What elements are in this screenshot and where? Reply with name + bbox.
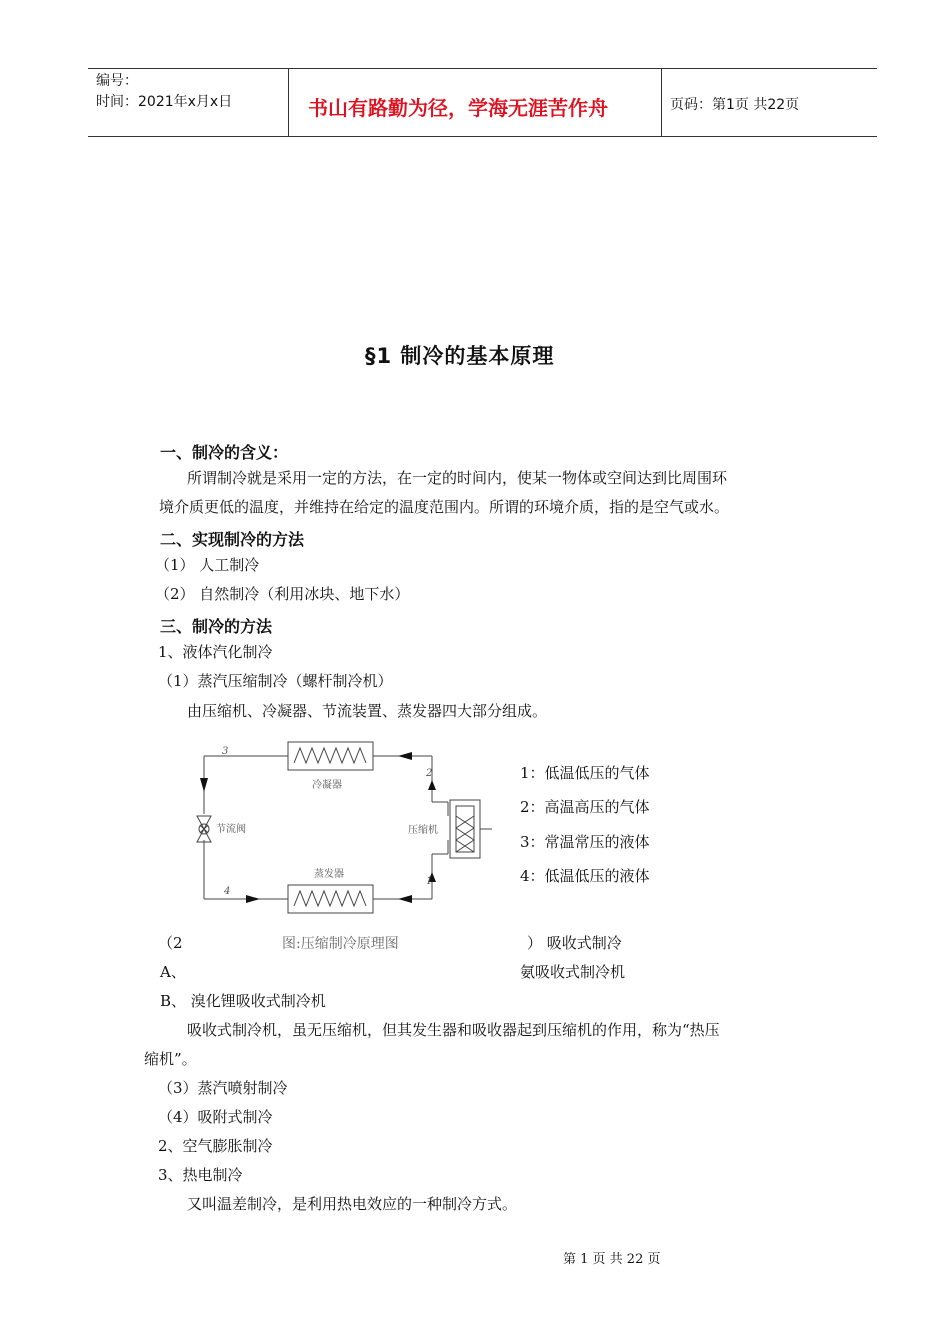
valve-label: 节流阀 <box>216 824 246 835</box>
header-divider-right <box>661 68 662 136</box>
thermoelectric-desc: 又叫温差制冷，是利用热电效应的一种制冷方式。 <box>187 1195 518 1213</box>
page-title: §1 制冷的基本原理 <box>365 344 555 368</box>
absorption-desc-line2: 缩机”。 <box>144 1050 197 1068</box>
diagram-point-3: 3 <box>222 746 229 757</box>
item-3-steam-jet: （3）蒸汽喷射制冷 <box>158 1079 288 1097</box>
header-page-info: 页码：第1页 共22页 <box>670 97 800 113</box>
item-4-adsorption: （4）吸附式制冷 <box>158 1108 273 1126</box>
legend-item-1: 1：低温低压的气体 <box>520 764 650 782</box>
header-bottom-border <box>88 136 877 137</box>
arrow-right-up <box>428 780 436 790</box>
legend-item-4: 4：低温低压的液体 <box>520 867 650 885</box>
section-1-paragraph-line1: 所谓制冷就是采用一定的方法，在一定的时间内，使某一物体或空间达到比周围环 <box>187 469 728 487</box>
condenser-box <box>288 742 373 770</box>
section-1-heading: 一、制冷的含义： <box>160 443 289 462</box>
condenser-coil <box>294 748 366 763</box>
arrow-bottom-right <box>246 895 260 903</box>
section-3-heading: 三、制冷的方法 <box>160 617 273 636</box>
arrow-left-down <box>200 778 208 792</box>
absorption-desc-line1: 吸收式制冷机，虽无压缩机，但其发生器和吸收器起到压缩机的作用，称为“热压 <box>187 1021 720 1039</box>
item-2-paren-open: （2 <box>158 934 183 952</box>
header-time-label: 时间：2021年x月x日 <box>96 94 233 110</box>
section-3-item1: 1、液体汽化制冷 <box>158 643 273 661</box>
diagram-point-1: 1 <box>426 876 433 887</box>
item-thermoelectric: 3、热电制冷 <box>158 1166 243 1184</box>
item-b-line: B、 溴化锂吸收式制冷机 <box>160 992 326 1010</box>
section-2-heading: 二、实现制冷的方法 <box>160 530 305 549</box>
evaporator-coil <box>294 891 366 906</box>
header-top-border <box>88 68 877 69</box>
compressor-box <box>450 800 480 858</box>
header-id-label: 编号： <box>96 73 138 89</box>
header-divider-left <box>288 68 289 136</box>
item-a-text: 氨吸收式制冷机 <box>520 963 626 981</box>
header-motto: 书山有路勤为径，学海无涯苦作舟 <box>308 96 608 120</box>
item-air-expansion: 2、空气膨胀制冷 <box>158 1137 273 1155</box>
refrigeration-cycle-diagram <box>180 732 500 962</box>
section-3-item1-1-desc: 由压缩机、冷凝器、节流装置、蒸发器四大部分组成。 <box>187 702 548 720</box>
diagram-point-4: 4 <box>224 886 231 897</box>
compressor-label: 压缩机 <box>408 825 438 836</box>
section-2-item1: （1） 人工制冷 <box>155 556 260 574</box>
section-2-item2: （2） 自然制冷（利用冰块、地下水） <box>155 585 410 603</box>
item-a-label: A、 <box>160 963 186 981</box>
condenser-label: 冷凝器 <box>312 780 342 791</box>
legend-item-2: 2：高温高压的气体 <box>520 798 650 816</box>
diagram-point-2: 2 <box>426 768 433 779</box>
compressor-inner <box>456 806 474 852</box>
section-3-item1-1: （1）蒸汽压缩制冷（螺杆制冷机） <box>158 672 393 690</box>
page-footer: 第 1 页 共 22 页 <box>563 1252 661 1267</box>
legend-item-3: 3：常温常压的液体 <box>520 833 650 851</box>
diagram-caption: 图:压缩制冷原理图 <box>282 936 399 952</box>
item-2-absorption: ） 吸收式制冷 <box>527 934 622 952</box>
section-1-paragraph-line2: 境介质更低的温度，并维持在给定的温度范围内。所谓的环境介质，指的是空气或水。 <box>159 498 730 516</box>
arrow-bottom-left <box>398 895 412 903</box>
evaporator-label: 蒸发器 <box>314 869 344 880</box>
arrow-top-left <box>398 752 412 760</box>
evaporator-box <box>288 885 373 913</box>
